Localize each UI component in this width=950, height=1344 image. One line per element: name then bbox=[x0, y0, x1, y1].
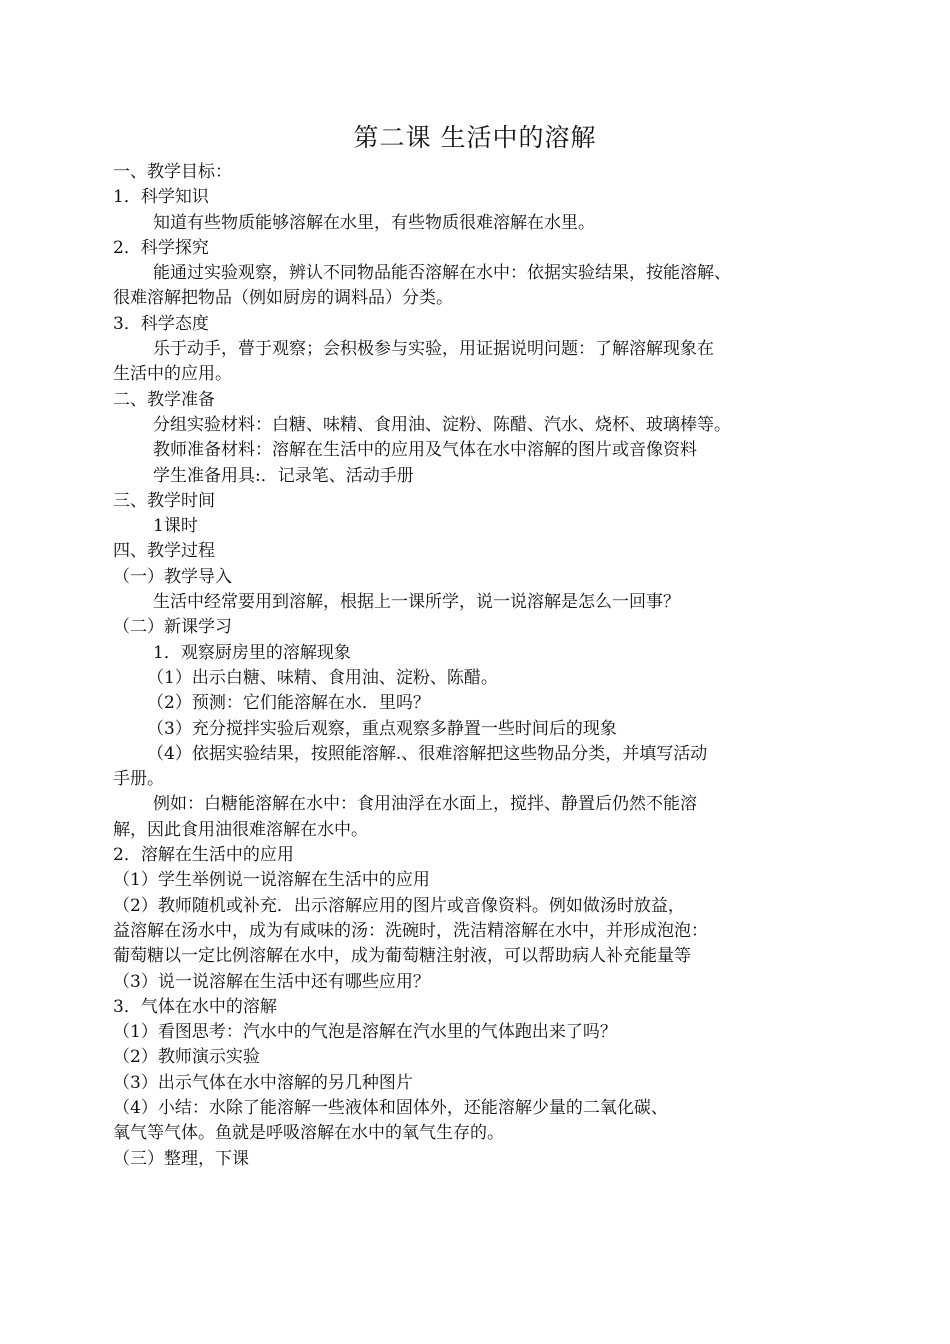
text-line: （2）预测：它们能溶解在水．里吗？ bbox=[147, 693, 430, 714]
text-line: 生活中的应用。 bbox=[113, 364, 232, 385]
text-line: 氧气等气体。鱼就是呼吸溶解在水中的氧气生存的。 bbox=[113, 1123, 504, 1144]
text-line: 1．科学知识 bbox=[113, 187, 209, 208]
text-line: （二）新课学习 bbox=[113, 617, 232, 638]
text-line: 生活中经常要用到溶解，根据上一课所学，说一说溶解是怎么一回事？ bbox=[153, 592, 680, 613]
text-line: 1．观察厨房里的溶解现象 bbox=[153, 642, 351, 663]
text-line: 一、教学目标： bbox=[113, 162, 232, 182]
document-body bbox=[113, 160, 813, 1172]
text-line: （4）依据实验结果，按照能溶解.、很难溶解把这些物品分类，并填写活动 bbox=[147, 743, 708, 764]
text-line: 二、教学准备 bbox=[113, 389, 215, 410]
text-line: （1）学生举例说一说溶解在生活中的应用 bbox=[113, 870, 430, 891]
text-line: （3）充分搅拌实验后观察，重点观察多静置一些时间后的现象 bbox=[147, 718, 617, 739]
text-line: 分组实验材料：白糖、味精、食用油、淀粉、陈醋、汽水、烧杯、玻璃棒等。 bbox=[153, 414, 731, 435]
text-line: 益溶解在汤水中，成为有咸味的汤：洗碗时，洗洁精溶解在水中，并形成泡泡： bbox=[113, 920, 708, 941]
text-line: （一）教学导入 bbox=[113, 566, 232, 587]
text-line: 三、教学时间 bbox=[113, 490, 215, 511]
text-line: 乐于动手，瞢于观察；会积极参与实验，用证据说明问题：了解溶解现象在 bbox=[153, 339, 714, 360]
text-line: 能通过实验观察，辨认不同物品能否溶解在水中：依据实验结果，按能溶解、 bbox=[153, 263, 731, 284]
text-line: （4）小结：水除了能溶解一些液体和固体外，还能溶解少量的二氧化碳、 bbox=[113, 1097, 668, 1118]
text-line: 2．科学探究 bbox=[113, 237, 209, 258]
text-line: 解，因此食用油很难溶解在水中。 bbox=[113, 819, 368, 840]
text-line: （3）出示气体在水中溶解的另几种图片 bbox=[113, 1072, 413, 1093]
text-line: 手册。 bbox=[113, 769, 164, 790]
text-line: （2）教师随机或补充．出示溶解应用的图片或音像资料。例如做汤时放益， bbox=[113, 895, 685, 916]
text-line: 2．溶解在生活中的应用 bbox=[113, 845, 294, 866]
text-line: 四、教学过程 bbox=[113, 541, 215, 562]
text-line: 1课时 bbox=[153, 516, 198, 537]
text-line: 3．气体在水中的溶解 bbox=[113, 996, 277, 1017]
page-title: 第二课 生活中的溶解 bbox=[353, 123, 597, 152]
text-line: （三）整理，下课 bbox=[113, 1148, 249, 1169]
text-line: （1）看图思考：汽水中的气泡是溶解在汽水里的气体跑出来了吗？ bbox=[113, 1022, 617, 1043]
text-line: 知道有些物质能够溶解在水里，有些物质很难溶解在水里。 bbox=[153, 212, 595, 233]
text-line: 教师准备材料：溶解在生活中的应用及气体在水中溶解的图片或音像资料 bbox=[153, 440, 697, 461]
text-line: 葡萄糖以一定比例溶解在水中，成为葡萄糖注射液，可以帮助病人补充能量等 bbox=[113, 946, 691, 967]
text-line: 3．科学态度 bbox=[113, 313, 209, 334]
text-line: （3）说一说溶解在生活中还有哪些应用？ bbox=[113, 971, 430, 992]
text-line: （2）教师演示实验 bbox=[113, 1047, 260, 1068]
text-line: 学生准备用具:．记录笔、活动手册 bbox=[153, 465, 414, 486]
text-line: （1）出示白糖、味精、食用油、淀粉、陈醋。 bbox=[147, 667, 498, 688]
text-line: 例如：白糖能溶解在水中：食用油浮在水面上，搅拌、静置后仍然不能溶 bbox=[153, 794, 697, 815]
text-line: 很难溶解把物品（例如厨房的调料品）分类。 bbox=[113, 288, 453, 309]
